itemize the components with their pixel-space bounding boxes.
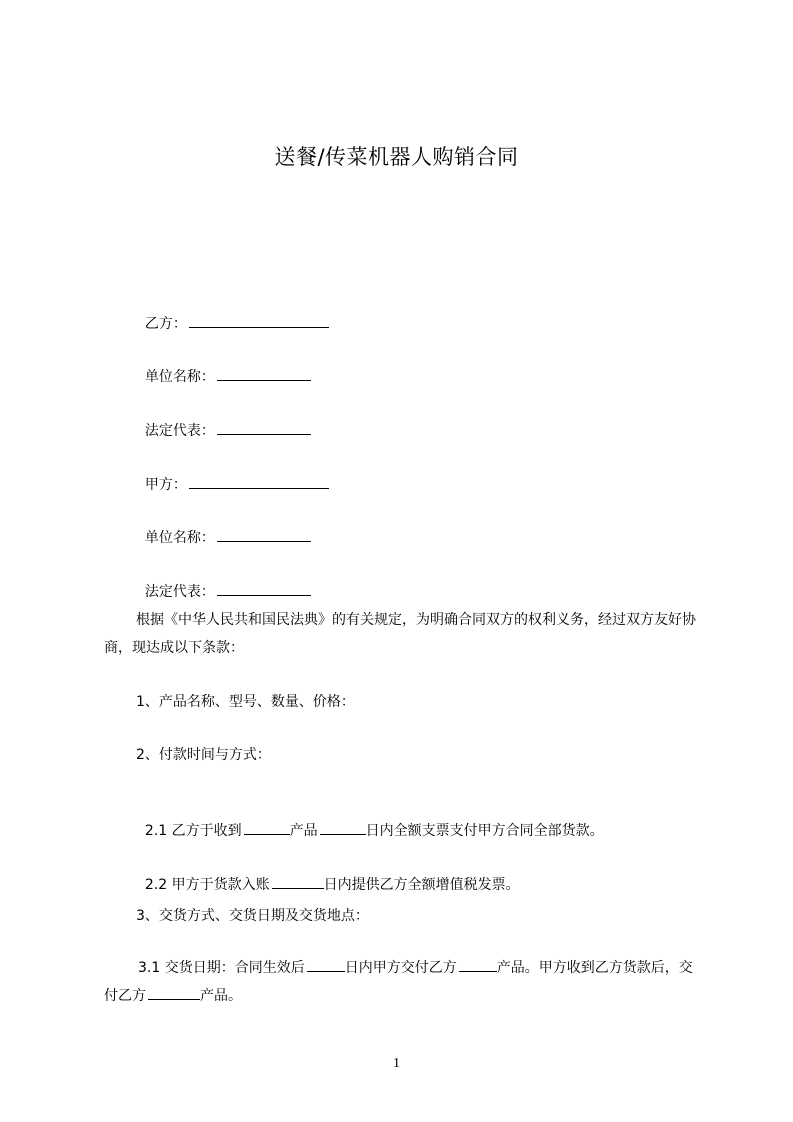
clause-1: 1、产品名称、型号、数量、价格： bbox=[136, 694, 355, 710]
party-b-rep-line bbox=[136, 399, 311, 441]
clause-3-1-blank-1 bbox=[307, 956, 345, 972]
clause-3-1-blank-3 bbox=[148, 984, 200, 1000]
party-a-unit-label: 单位名称： bbox=[144, 530, 215, 546]
clause-3-1-part-b: 日内甲方交付乙方 bbox=[344, 960, 457, 976]
clause-2-1 bbox=[136, 799, 604, 841]
party-b-blank bbox=[189, 312, 329, 328]
party-b-unit-blank bbox=[217, 365, 311, 381]
party-a-rep-label: 法定代表： bbox=[144, 584, 215, 600]
party-b-unit-line bbox=[136, 345, 311, 387]
clause-2-1-blank-1 bbox=[244, 819, 290, 835]
party-b-label: 乙方： bbox=[144, 316, 187, 332]
clause-3-1 bbox=[104, 954, 704, 1010]
contract-title: 送餐/传菜机器人购销合同 bbox=[274, 145, 519, 169]
party-a-unit-line bbox=[136, 506, 311, 548]
clause-3: 3、交货方式、交货日期及交货地点： bbox=[136, 908, 369, 924]
party-a-label: 甲方： bbox=[144, 477, 187, 493]
party-b-unit-label: 单位名称： bbox=[144, 369, 215, 385]
clause-2-2-part-b: 日内提供乙方全额增值税发票。 bbox=[323, 877, 520, 893]
party-a-rep-blank bbox=[217, 580, 311, 596]
clause-2: 2、付款时间与方式： bbox=[136, 747, 271, 763]
party-a-rep-line bbox=[136, 560, 311, 602]
clause-2-1-part-c: 日内全额支票支付甲方合同全部货款。 bbox=[365, 823, 604, 839]
clause-2-1-part-a: 2.1 乙方于收到 bbox=[144, 823, 242, 839]
clause-2-2-part-a: 2.2 甲方于货款入账 bbox=[144, 877, 270, 893]
clause-3-1-part-d: 产品。 bbox=[200, 988, 242, 1004]
party-a-blank bbox=[189, 473, 329, 489]
party-b-line bbox=[136, 292, 329, 334]
intro-paragraph: 根据《中华人民共和国民法典》的有关规定，为明确合同双方的权利义务，经过双方友好协商，现达成以下条款： bbox=[104, 612, 696, 656]
party-b-rep-blank bbox=[217, 419, 311, 435]
clause-3-1-part-c: 产品。甲方收到乙方货款后，交付乙方 bbox=[104, 960, 693, 1004]
clause-2-1-part-b: 产品 bbox=[289, 823, 318, 839]
page-number: 1 bbox=[393, 1056, 400, 1071]
clause-2-2 bbox=[136, 853, 520, 895]
party-a-line bbox=[136, 453, 329, 495]
clause-2-1-blank-2 bbox=[320, 819, 366, 835]
clause-3-1-part-a: 3.1 交货日期：合同生效后 bbox=[138, 960, 305, 976]
clause-3-1-blank-2 bbox=[459, 956, 497, 972]
clause-2-2-blank bbox=[272, 873, 324, 889]
party-a-unit-blank bbox=[217, 526, 311, 542]
party-b-rep-label: 法定代表： bbox=[144, 423, 215, 439]
